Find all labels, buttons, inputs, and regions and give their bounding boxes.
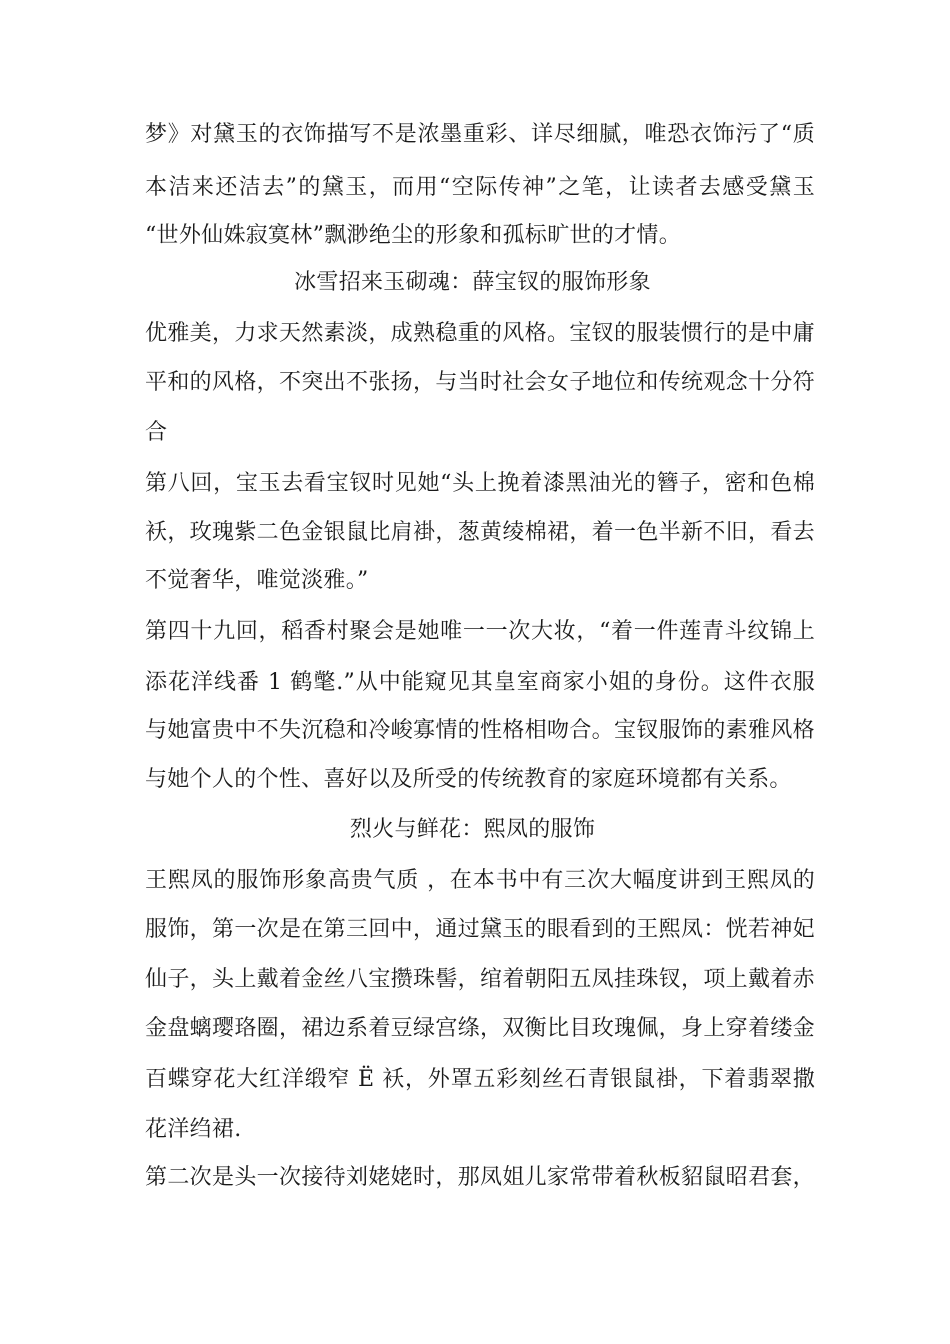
- text-line: 袄，玫瑰紫二色金银鼠比肩褂，葱黄绫棉裙，着一色半新不旧，看去: [145, 520, 815, 545]
- text-line: 服饰，第一次是在第三回中，通过黛玉的眼看到的王熙凤：恍若神妃: [145, 917, 815, 942]
- text-line: 第二次是头一次接待刘姥姥时，那凤姐儿家常带着秋板貂鼠昭君套，: [145, 1165, 815, 1190]
- text-line: 平和的风格，不突出不张扬，与当时社会女子地位和传统观念十分符: [145, 370, 815, 395]
- text-line: 第四十九回，稻香村聚会是她唯一一次大妆，“着一件莲青斗纹锦上: [145, 619, 815, 644]
- text-line: 本洁来还洁去”的黛玉，而用“空际传神”之笔，让读者去感受黛玉: [145, 175, 815, 200]
- text-line: 仙子，头上戴着金丝八宝攒珠髻，绾着朝阳五凤挂珠钗，项上戴着赤: [145, 967, 815, 992]
- text-line: 添花洋线番 1 鹤氅.”从中能窥见其皇室商家小姐的身份。这件衣服: [145, 670, 815, 695]
- text-line: 第八回，宝玉去看宝钗时见她“头上挽着漆黑油光的簪子，密和色棉: [145, 471, 815, 496]
- text-line: 不觉奢华，唯觉淡雅。”: [145, 568, 369, 593]
- text-line: 金盘螭璎珞圈，裙边系着豆绿宫绦，双衡比目玫瑰佩，身上穿着缕金: [145, 1016, 815, 1041]
- text-line: 花洋绉裙.: [145, 1117, 242, 1142]
- text-line: 合: [145, 420, 168, 445]
- section-heading: 烈火与鲜花：熙凤的服饰: [349, 817, 596, 842]
- text-line: 王熙凤的服饰形象高贵气质 ，在本书中有三次大幅度讲到王熙凤的: [145, 868, 815, 893]
- text-line: 与她富贵中不失沉稳和冷峻寡情的性格相吻合。宝钗服饰的素雅风格: [145, 718, 815, 743]
- text-line: 优雅美，力求天然素淡，成熟稳重的风格。宝钗的服装惯行的是中庸: [145, 321, 815, 346]
- text-line: “世外仙姝寂寞林”飘渺绝尘的形象和孤标旷世的才情。: [145, 223, 681, 248]
- section-heading: 冰雪招来玉砌魂：薛宝钗的服饰形象: [294, 270, 651, 295]
- text-line: 与她个人的个性、喜好以及所受的传统教育的家庭环境都有关系。: [145, 767, 792, 792]
- text-line: 百蝶穿花大红洋缎窄 Ë 袄，外罩五彩刻丝石青银鼠褂，下着翡翠撒: [145, 1067, 815, 1092]
- text-line: 梦》对黛玉的衣饰描写不是浓墨重彩、详尽细腻，唯恐衣饰污了“质: [145, 122, 815, 147]
